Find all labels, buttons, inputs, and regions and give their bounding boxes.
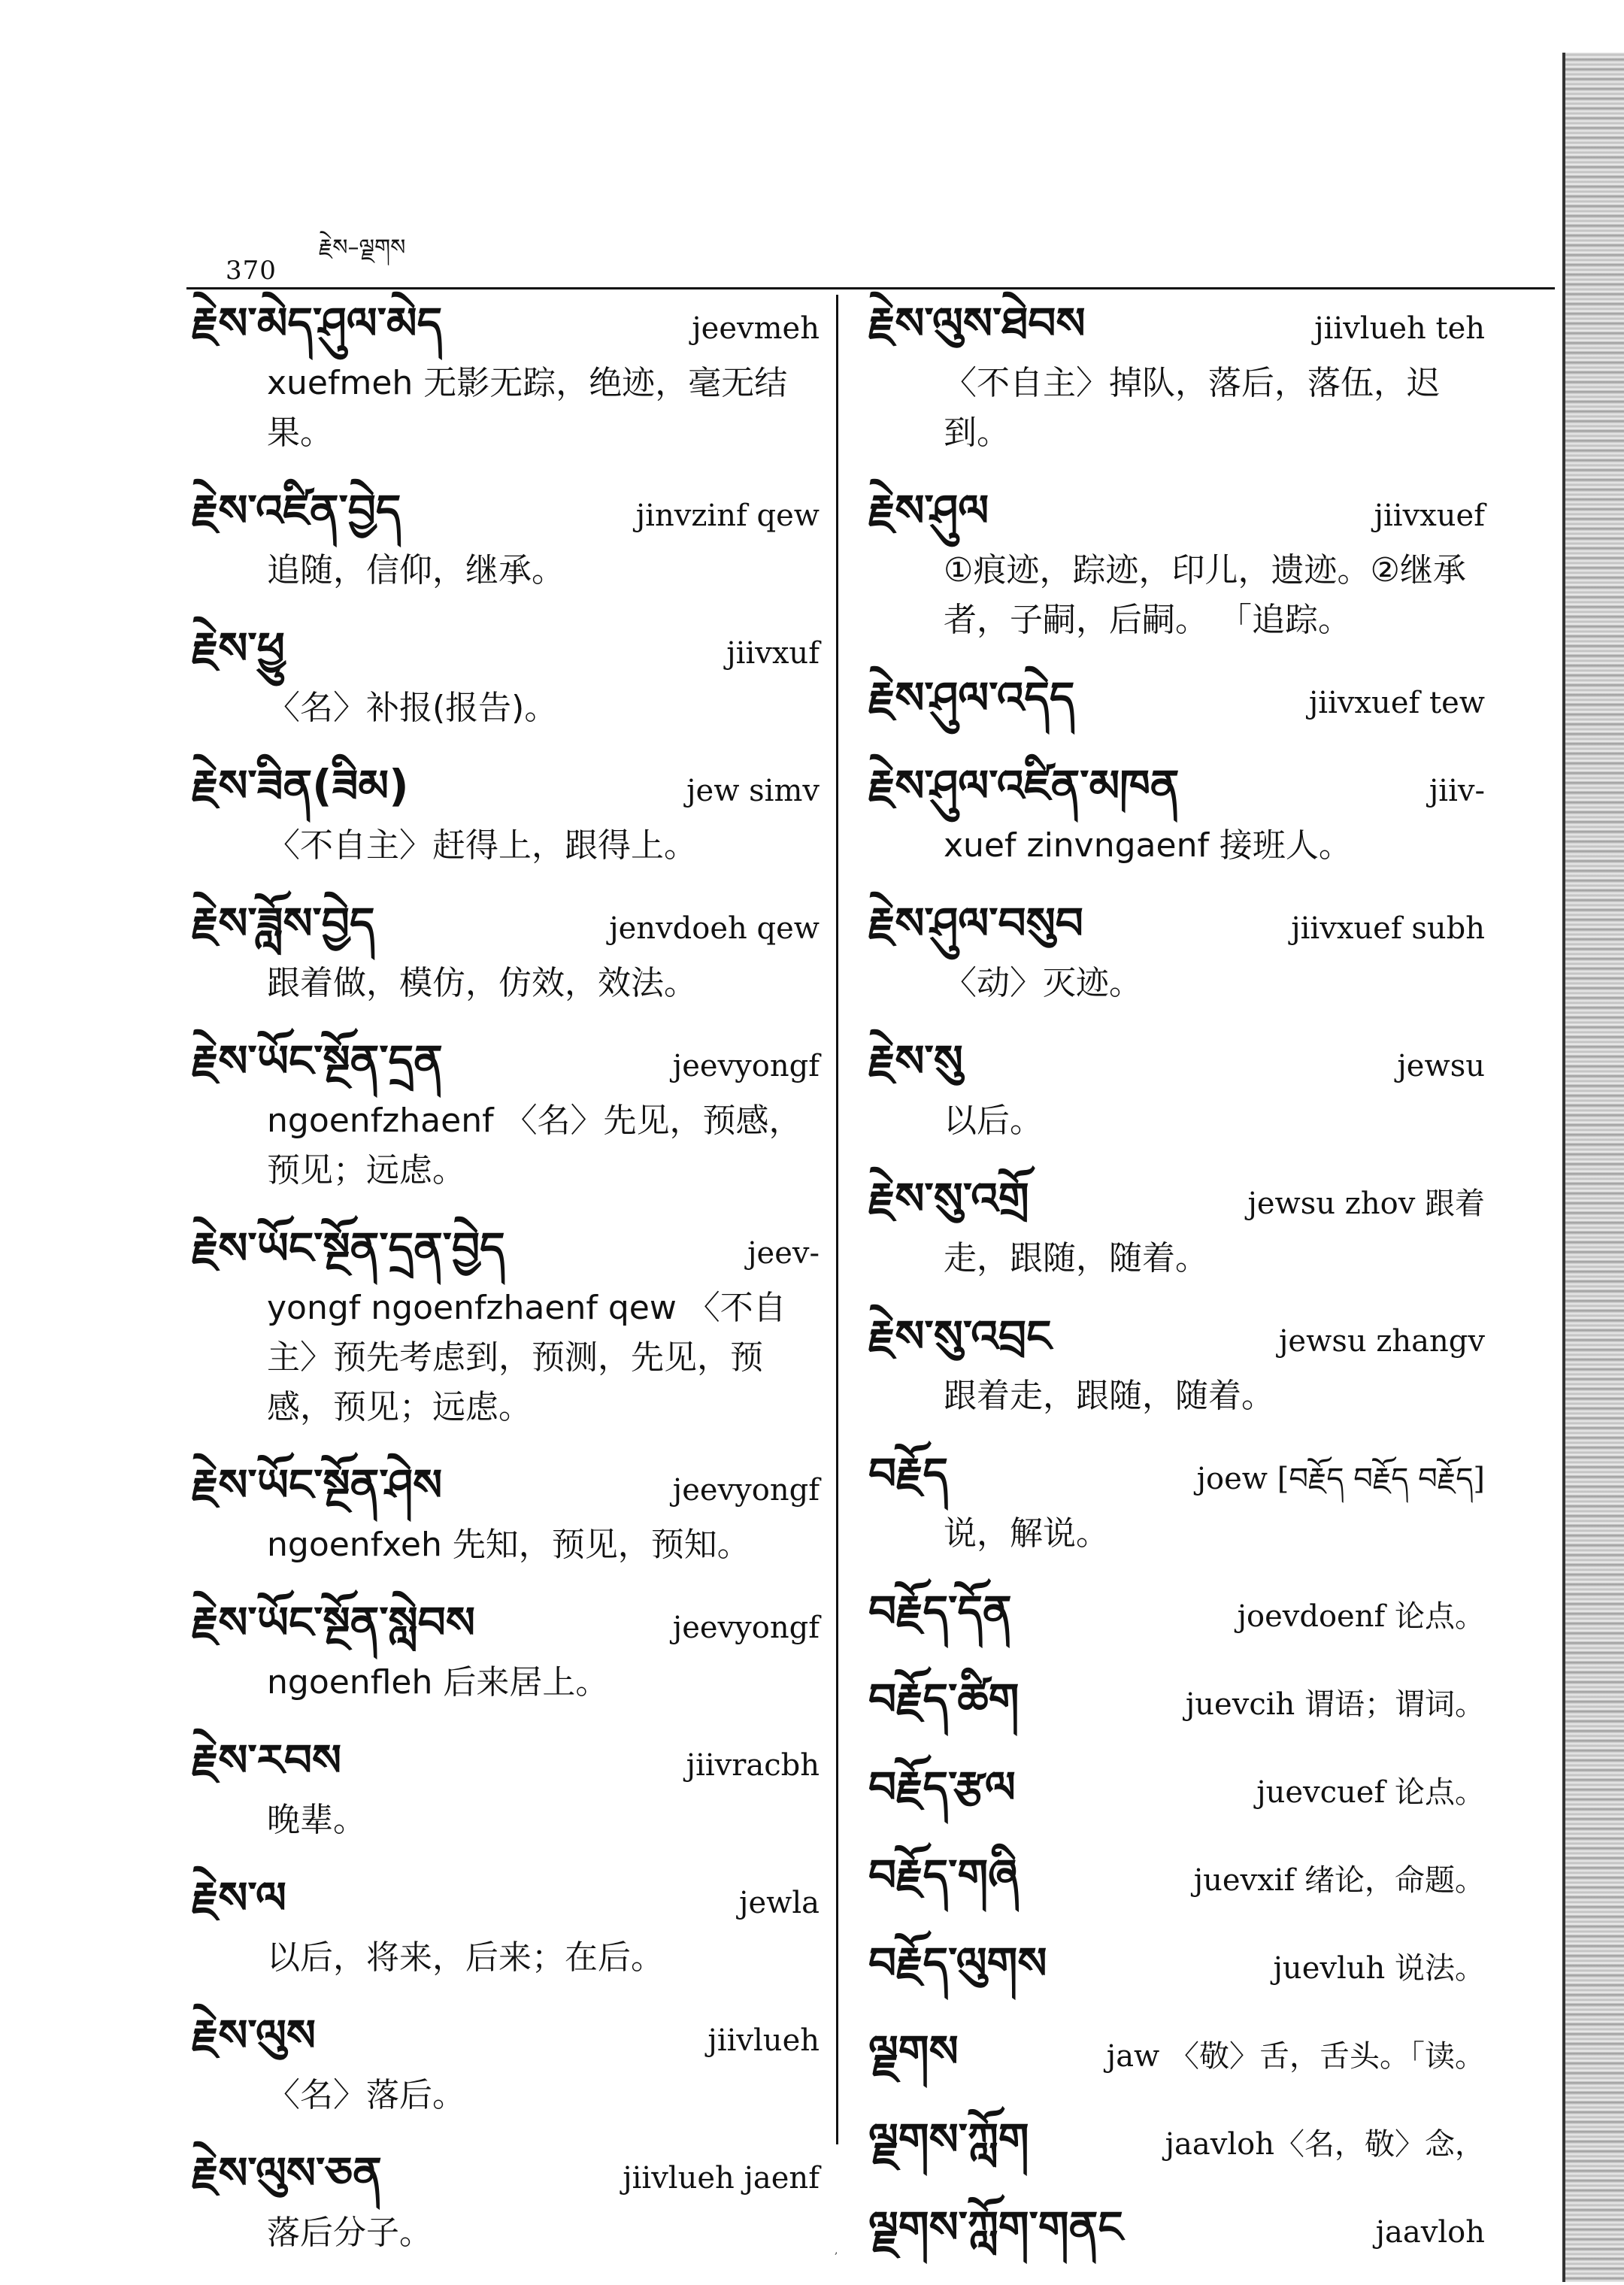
headword: ལྗགས bbox=[868, 2026, 959, 2077]
entry-head bbox=[192, 1730, 820, 1796]
romanization: joew [བརྗོད བརྗོད བརྗོད] bbox=[1196, 1462, 1485, 1496]
entry-head bbox=[868, 1757, 1485, 1823]
entry-head bbox=[868, 480, 1485, 546]
dictionary-entry bbox=[192, 618, 820, 733]
romanization: jiivxuf bbox=[726, 636, 820, 671]
headword: ལྗགས་ཀློག bbox=[868, 2114, 1029, 2165]
definition: 跟着走，跟随，随着。 bbox=[944, 1377, 1274, 1415]
romanization: jewsu zhov 跟着 bbox=[1247, 1186, 1485, 1221]
headword: རྗེས་འཛིན་བྱེད bbox=[192, 485, 401, 536]
dictionary-entry bbox=[192, 2005, 820, 2120]
dictionary-entry bbox=[868, 1031, 1485, 1146]
entry-head bbox=[192, 618, 820, 683]
header-rule bbox=[186, 287, 1555, 289]
headword: རྗེས་ལ bbox=[192, 1872, 286, 1923]
headword: རྗེས་རབས bbox=[192, 1735, 342, 1786]
romanization: jaavloh〈名，敬〉念， bbox=[1165, 2127, 1485, 2162]
entry-head bbox=[868, 1933, 1485, 1999]
headword: བརྗོད་དོན bbox=[868, 1586, 1012, 1637]
dictionary-entry bbox=[868, 1845, 1485, 1911]
definition: 说，解说。 bbox=[944, 1514, 1109, 1553]
headword: རྗེས་ཤུལ་འཛིན་མཁན bbox=[868, 760, 1180, 811]
page-edge bbox=[1565, 53, 1624, 2282]
definition: 落后分子。 bbox=[267, 2214, 432, 2252]
entry-head bbox=[868, 2197, 1485, 2262]
definition: ngoenfxeh 先知，预见，预知。 bbox=[267, 1526, 750, 1564]
romanization: jeevyongf bbox=[672, 1611, 820, 1645]
entry-head bbox=[868, 1444, 1485, 1509]
entry-head bbox=[868, 293, 1485, 359]
dictionary-entry bbox=[192, 1218, 820, 1432]
dictionary-entry bbox=[192, 480, 820, 595]
left-column bbox=[192, 293, 820, 2280]
right-column bbox=[868, 293, 1485, 2285]
romanization: jewsu bbox=[1397, 1049, 1485, 1083]
romanization: jiivxuef tew bbox=[1308, 686, 1485, 720]
definition: 追随，信仰，继承。 bbox=[267, 551, 565, 589]
headword: རྗེས་སུ་འགྲོ bbox=[868, 1173, 1029, 1224]
entry-head bbox=[868, 1669, 1485, 1735]
definition: ngoenfzhaenf 〈名〉先见，预感，预见；远虑。 bbox=[267, 1102, 802, 1189]
dictionary-entry bbox=[868, 1757, 1485, 1823]
headword: ལྗགས་ཀློག་གནང bbox=[868, 2202, 1123, 2253]
dictionary-entry bbox=[868, 668, 1485, 733]
dictionary-entry bbox=[868, 1933, 1485, 1999]
romanization: jiivlueh jaenf bbox=[623, 2161, 820, 2196]
romanization: jiivlueh bbox=[707, 2023, 820, 2058]
definition: 跟着做，模仿，仿效，效法。 bbox=[267, 964, 697, 1002]
entry-head bbox=[868, 1168, 1485, 1234]
entry-head bbox=[192, 2143, 820, 2208]
dictionary-entry bbox=[868, 2109, 1485, 2174]
dictionary-entry bbox=[192, 1868, 820, 1983]
romanization: jeev- bbox=[747, 1236, 820, 1271]
romanization: jiivxuef subh bbox=[1291, 911, 1485, 946]
romanization: jeevyongf bbox=[672, 1473, 820, 1508]
dictionary-entry bbox=[868, 293, 1485, 458]
entry-head bbox=[192, 1868, 820, 1933]
dictionary-entry bbox=[868, 1581, 1485, 1647]
dictionary-entry bbox=[192, 1455, 820, 1570]
definition: xuef zinvngaenf 接班人。 bbox=[944, 826, 1352, 865]
definition: 〈名〉补报(报告)。 bbox=[267, 689, 558, 727]
dictionary-entry bbox=[192, 2143, 820, 2258]
entry-head bbox=[868, 1845, 1485, 1911]
entry-head bbox=[192, 480, 820, 546]
definition: 〈不自主〉掉队，落后，落伍，迟到。 bbox=[944, 364, 1440, 452]
romanization: joevdoenf 论点。 bbox=[1237, 1599, 1485, 1634]
dictionary-entry bbox=[868, 1444, 1485, 1559]
headword: རྗེས་ཡོང་སྔོན་དྲན་བྱེད bbox=[192, 1223, 505, 1274]
definition: 晚辈。 bbox=[267, 1801, 366, 1839]
page-header bbox=[226, 226, 1579, 286]
definition: xuefmeh 无影无踪，绝迹，毫无结果。 bbox=[267, 364, 788, 452]
entry-head bbox=[192, 1218, 820, 1283]
dictionary-entry bbox=[868, 756, 1485, 871]
entry-head bbox=[868, 2109, 1485, 2174]
dictionary-entry bbox=[192, 1730, 820, 1845]
entry-head bbox=[192, 893, 820, 959]
dictionary-entry bbox=[868, 2021, 1485, 2087]
romanization: jiivxuef bbox=[1374, 499, 1485, 533]
stray-mark: , bbox=[835, 2244, 838, 2256]
headword: བརྗོད་ཚིག bbox=[868, 1674, 1020, 1725]
headword: རྗེས་སུ་འབྲང bbox=[868, 1311, 1052, 1362]
headword: རྗེས་ལུས bbox=[192, 2010, 317, 2061]
romanization: juevcuef 论点。 bbox=[1256, 1775, 1485, 1810]
headword: རྗེས་ཤུལ་འདེད bbox=[868, 672, 1075, 723]
entry-head bbox=[192, 1031, 820, 1096]
romanization: jeevmeh bbox=[692, 311, 820, 346]
romanization: jewsu zhangv bbox=[1279, 1324, 1485, 1359]
definition: ngoenfleh 后来居上。 bbox=[267, 1663, 609, 1702]
romanization: jiivlueh teh bbox=[1314, 311, 1485, 346]
romanization: jiiv- bbox=[1429, 774, 1485, 808]
running-head: རྗེས–ལྗགས bbox=[318, 235, 406, 261]
headword: རྗེས་ཕྱུ bbox=[192, 623, 285, 674]
dictionary-entry bbox=[868, 893, 1485, 1008]
definition: 以后。 bbox=[944, 1102, 1043, 1140]
headword: རྗེས་ཟློས་བྱེད bbox=[192, 898, 375, 949]
headword: རྗེས་ལུས་ཐེབས bbox=[868, 298, 1086, 349]
dictionary-entry bbox=[868, 2197, 1485, 2262]
romanization: jinvzinf qew bbox=[635, 499, 820, 533]
headword: རྗེས་ཡོང་སྔོན་སླེབས bbox=[192, 1597, 476, 1648]
dictionary-entry bbox=[868, 1306, 1485, 1421]
romanization: juevluh 说法。 bbox=[1273, 1951, 1485, 1986]
romanization: jiivracbh bbox=[686, 1748, 820, 1783]
definition: 〈名〉落后。 bbox=[267, 2076, 465, 2114]
definition: 以后，将来，后来；在后。 bbox=[267, 1938, 664, 1977]
entry-head bbox=[192, 1593, 820, 1658]
dictionary-entry bbox=[868, 480, 1485, 645]
headword: བརྗོད་ལུགས bbox=[868, 1938, 1047, 1989]
headword: རྗེས་ལུས་ཅན bbox=[192, 2147, 382, 2199]
romanization: jenvdoeh qew bbox=[609, 911, 820, 946]
dictionary-entry bbox=[192, 1031, 820, 1196]
column-divider bbox=[836, 295, 838, 2144]
romanization: juevxif 绪论，命题。 bbox=[1193, 1863, 1485, 1898]
headword: བརྗོད་གཞི bbox=[868, 1850, 1019, 1901]
romanization: jewla bbox=[739, 1886, 820, 1920]
dictionary-entry bbox=[868, 1168, 1485, 1283]
entry-head bbox=[868, 893, 1485, 959]
dictionary-entry bbox=[192, 756, 820, 871]
headword: བརྗོད bbox=[868, 1448, 949, 1499]
page-number: 370 bbox=[226, 256, 277, 286]
romanization: jew simv bbox=[686, 774, 820, 808]
entry-head bbox=[868, 756, 1485, 821]
definition: 〈动〉灭迹。 bbox=[944, 964, 1142, 1002]
dictionary-entry bbox=[192, 893, 820, 1008]
headword: རྗེས་ཤུལ་བསུབ bbox=[868, 898, 1083, 949]
dictionary-entry bbox=[192, 1593, 820, 1708]
dictionary-entry bbox=[868, 1669, 1485, 1735]
entry-head bbox=[192, 756, 820, 821]
dictionary-entry bbox=[192, 293, 820, 458]
romanization: jeevyongf bbox=[672, 1049, 820, 1083]
entry-head bbox=[868, 668, 1485, 733]
headword: རྗེས་ཡོང་སྔོན་ཤེས bbox=[192, 1459, 443, 1511]
entry-head bbox=[868, 1306, 1485, 1371]
headword: རྗེས་ཟིན(ཟིམ) bbox=[192, 760, 409, 811]
headword: རྗེས་མེད་ཤུལ་མེད bbox=[192, 298, 443, 349]
entry-head bbox=[192, 1455, 820, 1520]
entry-head bbox=[868, 2021, 1485, 2087]
definition: yongf ngoenfzhaenf qew 〈不自主〉预先考虑到，预测，先见，预感，预见；远虑。 bbox=[267, 1289, 786, 1426]
entry-head bbox=[868, 1581, 1485, 1647]
romanization: jaw 〈敬〉舌，舌头。「读。 bbox=[1106, 2039, 1485, 2074]
romanization: jaavloh bbox=[1375, 2215, 1485, 2250]
headword: རྗེས་ཤུལ bbox=[868, 485, 989, 536]
entry-head bbox=[868, 1031, 1485, 1096]
definition: 走，跟随，随着。 bbox=[944, 1239, 1208, 1277]
headword: བརྗོད་རྩལ bbox=[868, 1762, 1016, 1813]
entry-head bbox=[192, 2005, 820, 2071]
romanization: juevcih 谓语；谓词。 bbox=[1185, 1687, 1485, 1722]
entry-head bbox=[192, 293, 820, 359]
headword: རྗེས་སུ bbox=[868, 1035, 963, 1086]
headword: རྗེས་ཡོང་སྔོན་དྲན bbox=[192, 1035, 443, 1086]
definition: ①痕迹，踪迹，印儿，遗迹。②继承者，子嗣，后嗣。 「追踪。 bbox=[944, 551, 1466, 639]
definition: 〈不自主〉赶得上，跟得上。 bbox=[267, 826, 697, 865]
